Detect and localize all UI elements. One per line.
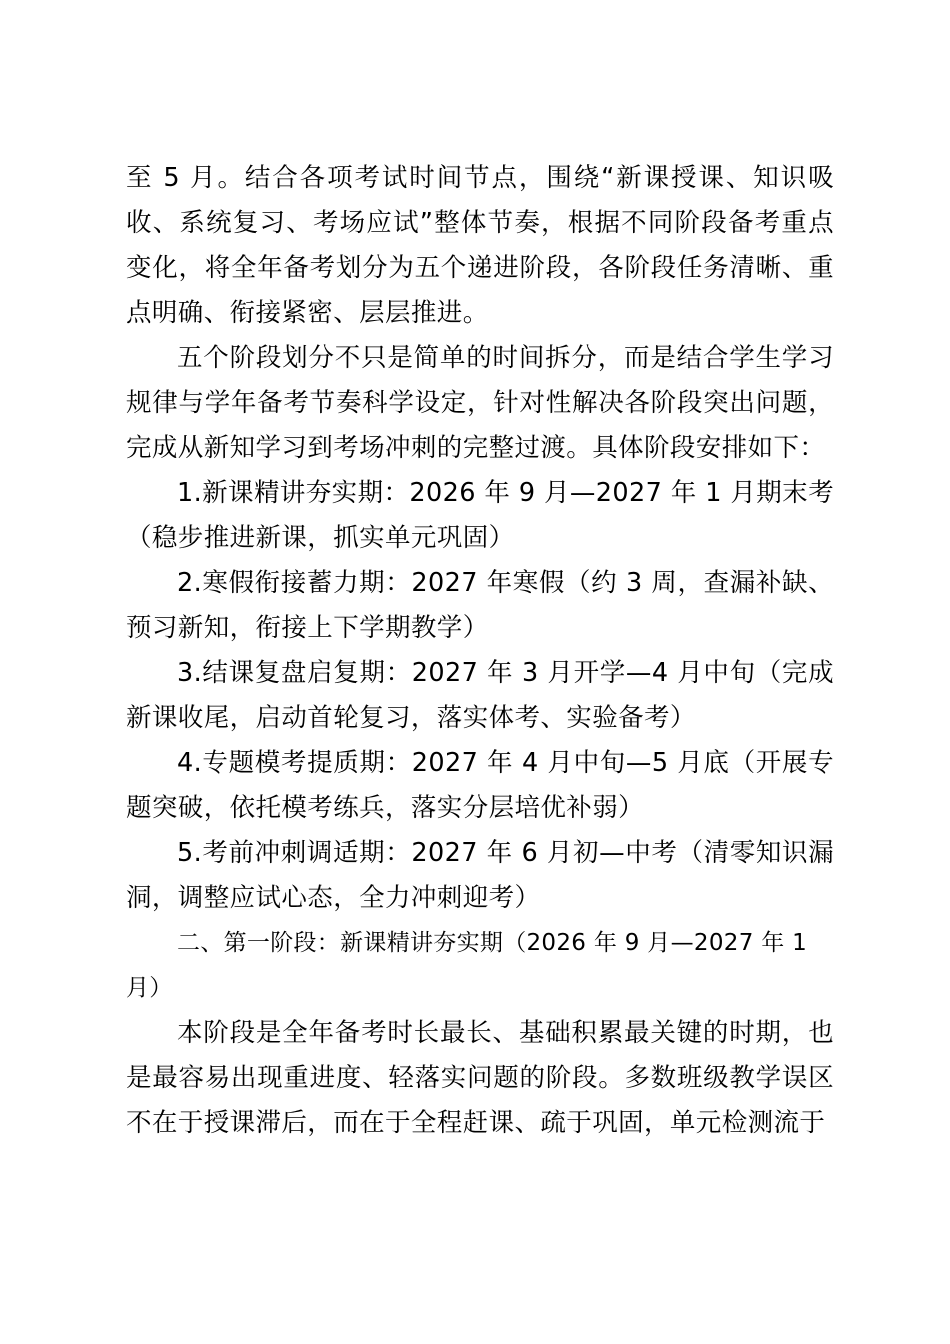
intro-paragraph: 至 5 月。结合各项考试时间节点，围绕“新课授课、知识吸收、系统复习、考场应试”整体节奏，根据不同阶段备考重点变化，将全年备考划分为五个递进阶段，各阶段任务清晰、重点明确、衔接紧密、层层推进。 — [126, 163, 834, 328]
section-heading: 二、第一阶段：新课精讲夯实期（2026 年 9 月—2027 年 1 月） — [126, 930, 808, 1001]
stage-item-2: 2.寒假衔接蓄力期：2027 年寒假（约 3 周，查漏补缺、预习新知，衔接上下学期教学） — [126, 568, 834, 643]
stage-item-1: 1.新课精讲夯实期：2026 年 9 月—2027 年 1 月期末考（稳步推进新课，抓实单元巩固） — [126, 478, 834, 553]
stage-item-5: 5.考前冲刺调适期：2027 年 6 月初—中考（清零知识漏洞，调整应试心态，全力冲刺迎考） — [126, 838, 834, 913]
stage-item-3: 3.结课复盘启复期：2027 年 3 月开学—4 月中旬（完成新课收尾，启动首轮复习，落实体考、实验备考） — [126, 658, 834, 733]
stage-item-4: 4.专题模考提质期：2027 年 4 月中旬—5 月底（开展专题突破，依托模考练兵，落实分层培优补弱） — [126, 748, 834, 823]
document-body — [126, 156, 834, 1146]
stage-one-description-paragraph: 本阶段是全年备考时长最长、基础积累最关键的时期，也是最容易出现重进度、轻落实问题的阶段。多数班级教学误区不在于授课滞后，而在于全程赶课、疏于巩固，单元检测流于 — [126, 1018, 834, 1138]
stage-overview-paragraph: 五个阶段划分不只是简单的时间拆分，而是结合学生学习规律与学年备考节奏科学设定，针对性解决各阶段突出问题，完成从新知学习到考场冲刺的完整过渡。具体阶段安排如下： — [126, 343, 834, 463]
